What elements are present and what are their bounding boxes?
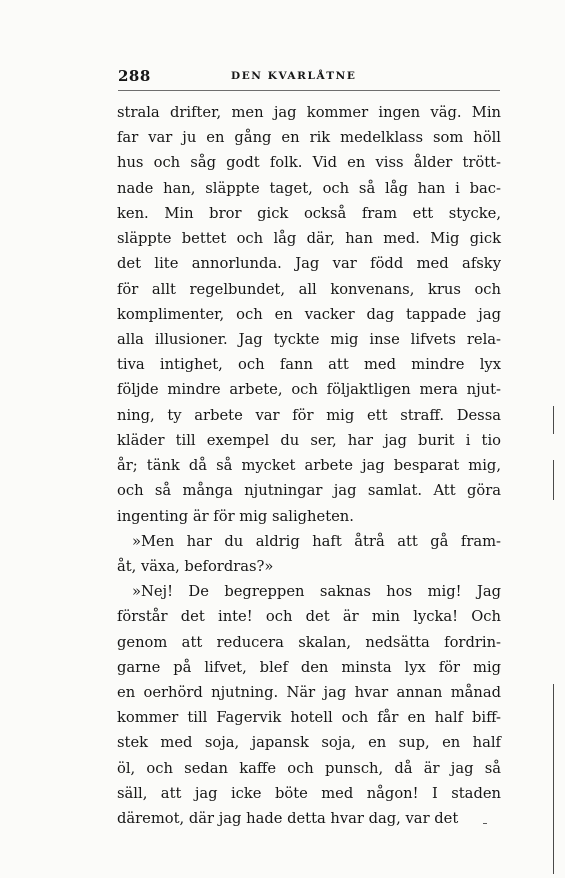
text-line: »Nej! De begreppen saknas hos mig! Jag [132,583,501,601]
margin-dash [483,823,487,824]
text-line: ning, ty arbete var för mig ett straff. Dessa [117,406,501,424]
text-line: komplimenter, och en vacker dag tappade jag [117,305,501,323]
text-line: far var ju en gång en rik medelklass som höll [117,129,501,147]
page-header [118,67,498,87]
text-line: åt, växa, befordras?» [117,557,274,575]
page-number: 288 [118,67,151,85]
text-line: hus och såg godt folk. Vid en viss ålder trött- [117,154,501,172]
text-line: däremot, där jag hade detta hvar dag, var det [117,810,459,828]
margin-mark [553,684,554,874]
text-line: stek med soja, japansk soja, en sup, en half [117,734,501,752]
text-line: ingenting är för mig saligheten. [117,507,354,525]
text-line: förstår det inte! och det är min lycka! Och [117,608,501,626]
text-line: garne på lifvet, blef den minsta lyx för mig [117,658,501,676]
text-line: öl, och sedan kaffe och punsch, då är jag så [117,759,501,777]
running-title: DEN KVARLÅTNE [231,70,357,82]
text-line: »Men har du aldrig haft åtrå att gå fram- [132,532,501,550]
text-line: det lite annorlunda. Jag var född med afsky [117,255,501,273]
text-line: kommer till Fagervik hotell och får en half biff- [117,709,501,727]
text-line: år; tänk då så mycket arbete jag besparat mig, [117,457,501,475]
text-line: följde mindre arbete, och följaktligen mera njut- [117,381,501,399]
margin-mark [553,460,554,500]
text-line: ken. Min bror gick också fram ett stycke, [117,204,501,222]
text-line: alla illusioner. Jag tyckte mig inse lifvets rela- [117,330,501,348]
text-line: strala drifter, men jag kommer ingen väg. Min [117,104,501,121]
margin-mark [553,406,554,434]
text-line: kläder till exempel du ser, har jag burit i tio [117,431,501,449]
text-line: och så många njutningar jag samlat. Att göra [117,482,501,500]
text-line: en oerhörd njutning. När jag hvar annan månad [117,684,501,702]
body-text [117,100,501,831]
text-line: för allt regelbundet, all konvenans, krus och [117,280,501,298]
text-line: genom att reducera skalan, nedsätta fordrin- [117,633,501,651]
text-line: säll, att jag icke böte med någon! I staden [117,784,501,802]
text-line: tiva intighet, och fann att med mindre lyx [117,356,501,374]
text-line: nade han, släppte taget, och så låg han i bac- [117,179,501,197]
header-rule [118,90,500,91]
text-line: släppte bettet och låg där, han med. Mig gick [117,230,501,248]
